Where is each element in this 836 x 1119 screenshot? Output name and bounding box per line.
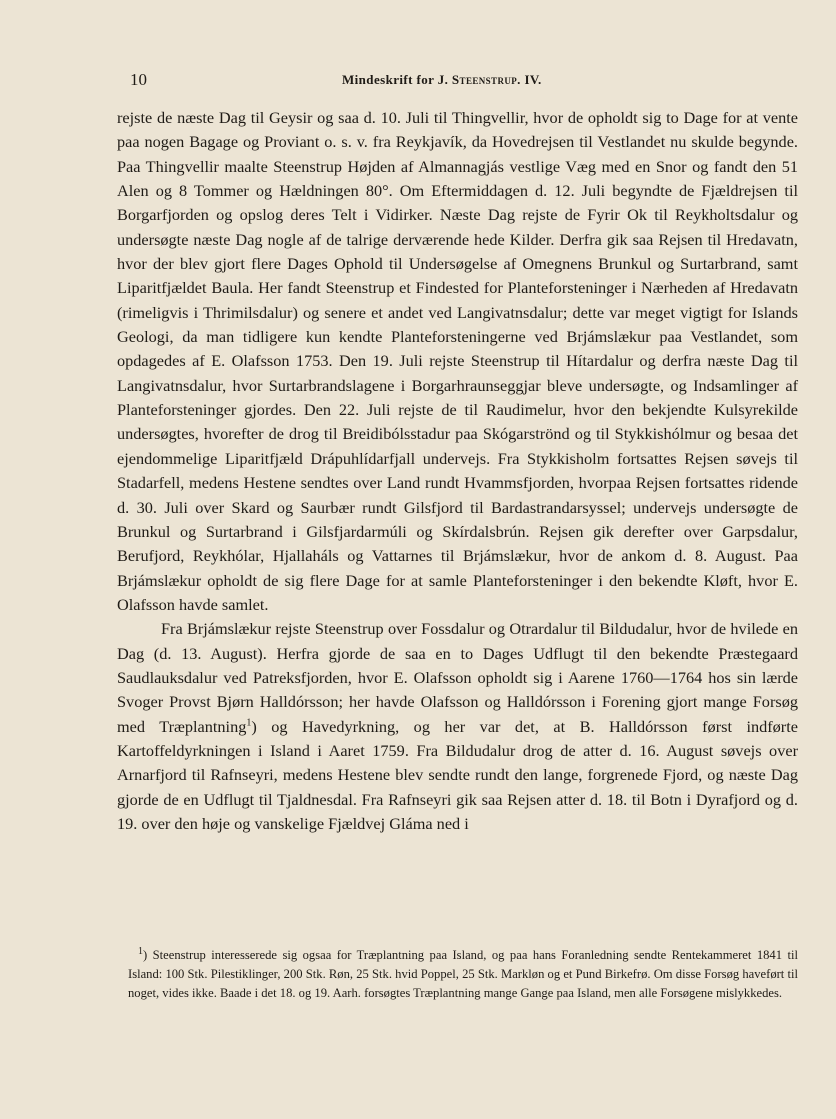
footnote-text: ) Steenstrup interesserede sig ogsaa for Træplantning paa Island, og paa hans Foranledning sendte Rentekammeret 1841 til Island: 100 Stk. Pilestiklinger, 200 Stk. Røn, 25 Stk. hvid Poppel, 25 Stk. Markløn og et Pund Birkefrø. Om disse Forsøg haveført til noget, vides ikke. Baade i det 18. og 19. Aarh. forsøgtes Træplantning mange Gange paa Island, men alle Forsøgene mislykkedes.: [128, 948, 798, 1000]
footnote-1: [128, 946, 798, 1003]
page-header: [130, 70, 798, 92]
running-head-suffix: . IV.: [517, 72, 542, 87]
footnote-reference: 1: [246, 717, 252, 729]
page-number: 10: [130, 70, 147, 89]
paragraph-2-part-2: ) og Havedyrkning, og her var det, at B. Halldórsson først indførte Kartoffeldyrkningen i Island i Aaret 1759. Fra Bildudalur drog de atter d. 16. August søvejs over Arnarfjord til Rafnseyri, medens Hestene blev sendte rundt den lange, forgrenede Fjord, og næste Dag gjorde de en Udflugt til Tjaldnesdal. Fra Rafnseyri gik saa Rejsen atter d. 18. til Botn i Dyrafjord og d. 19. over den høje og vanskelige Fjældvej Gláma ned i: [117, 716, 798, 833]
running-head-prefix: Mindeskrift for J.: [342, 72, 452, 87]
paragraph-2-part-1: Fra Brjámslækur rejste Steenstrup over Fossdalur og Otrardalur til Bildudalur, hvor de hvilede en Dag (d. 13. August). Herfra gjorde de saa en to Dages Udflugt til den bekendte Præstegaard Saudlauksdalur ved Patreksfjorden, hvor E. Olafsson opholdt sig i Aarene 1760—1764 hos sin lærde Svoger Provst Bjørn Halldórsson; her havde Olafsson og Halldórsson i Forening gjort mange Forsøg med Træplantning: [117, 619, 798, 736]
paragraph-1: rejste de næste Dag til Geysir og saa d. 10. Juli til Thingvellir, hvor de opholdt sig to Dage for at vente paa nogen Bagage og Proviant o. s. v. fra Reykjavík, da Hovedrejsen til Vestlandet nu skulde begynde. Paa Thingvellir maalte Steenstrup Højden af Almannagjás vestlige Væg med en Snor og fandt den 51 Alen og 8 Tommer og Hældningen 80°. Om Eftermiddagen d. 12. Juli begyndte de Fjældrejsen til Borgarfjorden og opslog deres Telt i Vidirker. Næste Dag rejste de Fyrir Ok til Reykholtsdalur og undersøgte næste Dag nogle af de talrige derværende hede Kilder. Derfra gik saa Rejsen til Hredavatn, hvor der blev gjort flere Dages Ophold til Undersøgelse af Omegnens Brunkul og Surtarbrand, samt Liparitfjældet Baula. Her fandt Steenstrup et Findested for Planteforsteninger i Nærheden af Hredavatn (rimeligvis i Thrimilsdalur) og senere et andet ved Langivatnsdalur; dette var meget vigtigt for Islands Geologi, da man tidligere kun kendte Planteforsteningerne ved Brjámslækur paa Vestlandet, som opdagedes af E. Olafsson 1753. Den 19. Juli rejste Steenstrup til Hítardalur og derfra næste Dag til Langivatnsdalur, hvor Surtarbrandslagene i Borgarhraunseggjar bleve undersøgte, og Indsamlinger af Planteforsteninger gjordes. Den 22. Juli rejste de til Raudimelur, hvor den bekjendte Kulsyrekilde undersøgtes, hvorefter de drog til Breidibólsstadur paa Skógarströnd og til Stykkishólmur og besaa det ejendommelige Liparitfjæld Drápuhlídarfjall undervejs. Fra Stykkisholm fortsattes Rejsen søvejs til Stadarfell, medens Hestene sendtes over Land rundt Hvammsfjorden, hvorpaa Rejsen fortsattes ridende d. 30. Juli over Skard og Saurbær rundt Gilsfjord til Bardastrandarsyssel; undervejs undersøgte de Brunkul og Surtarbrand i Gilsfjardarmúli og Skírdalsbrún. Rejsen gik derefter over Garpsdalur, Berufjord, Reykhólar, Hjallaháls og Vattarnes til Brjámslækur, hvor de ankom d. 8. August. Paa Brjámslækur opholdt de sig flere Dage for at samle Planteforsteninger i den bekendte Kløft, hvor E. Olafsson havde samlet.: [117, 108, 798, 614]
body-text: [117, 106, 798, 836]
footnote-mark: 1: [138, 945, 143, 957]
running-head-name: Steenstrup: [451, 72, 518, 87]
running-head: [342, 72, 542, 88]
paragraph-2: [117, 617, 798, 836]
footnotes: [128, 946, 798, 1003]
